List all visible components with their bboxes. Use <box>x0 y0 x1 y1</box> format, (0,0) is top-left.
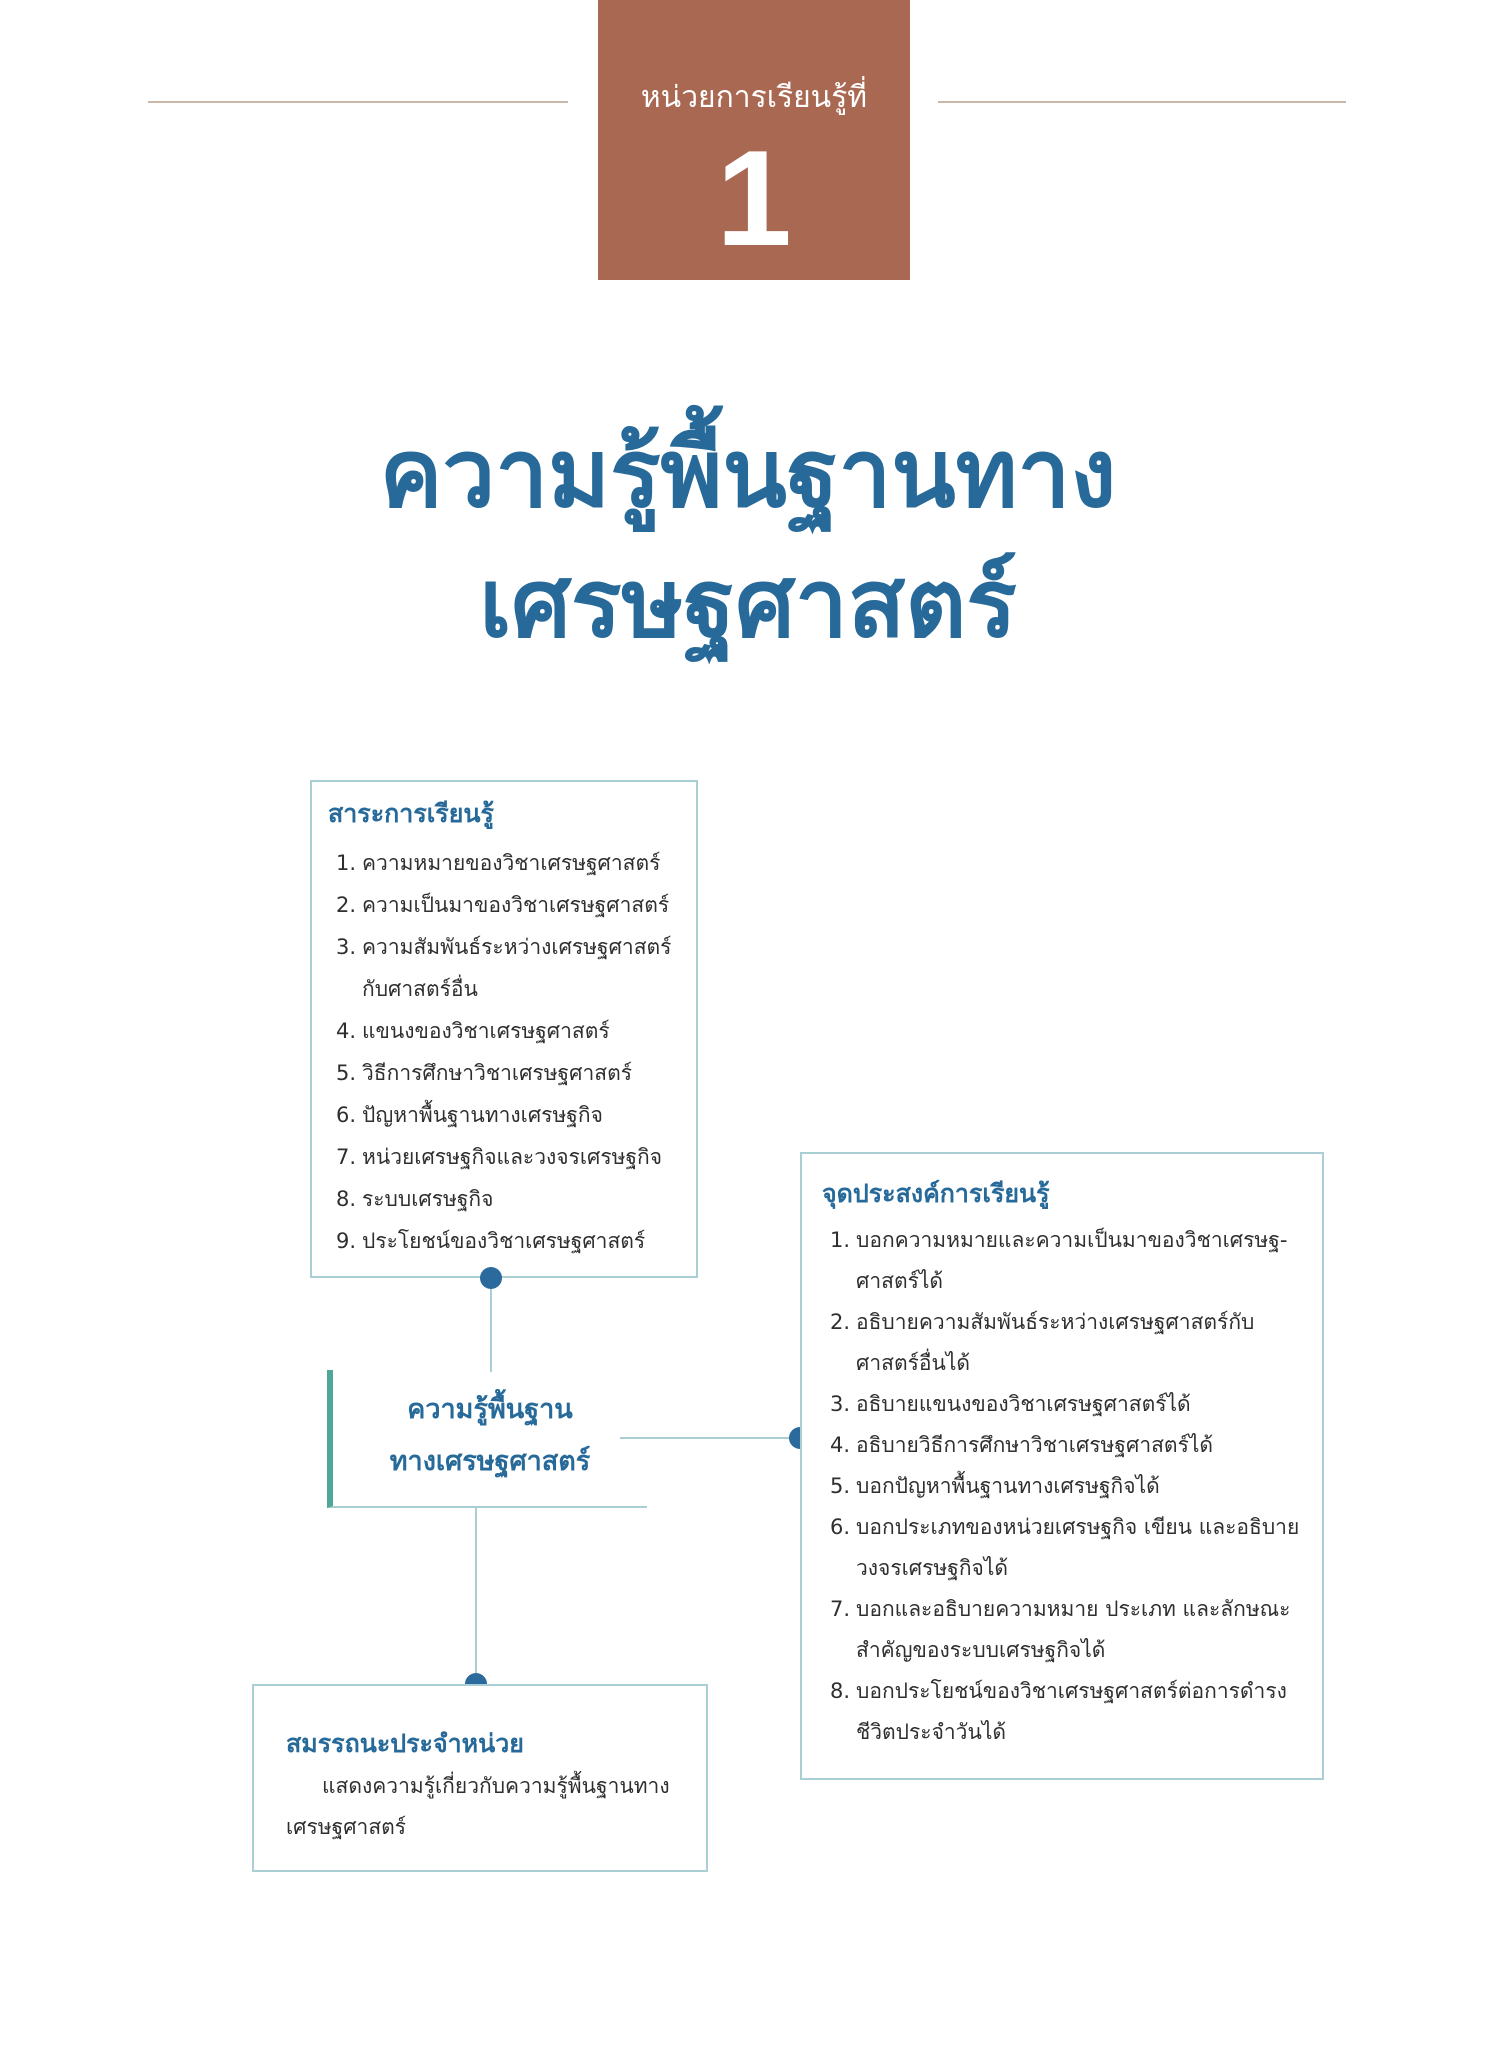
item-text: บอกปัญหาพื้นฐานทางเศรษฐกิจได้ <box>856 1474 1160 1498</box>
item-text: แขนงของวิชาเศรษฐศาสตร์ <box>362 1019 610 1043</box>
list-item <box>830 1220 1304 1302</box>
item-number: 7. <box>830 1597 851 1621</box>
learning-objectives-heading: จุดประสงค์การเรียนรู้ <box>822 1179 1050 1208</box>
unit-competency-heading: สมรรถนะประจำหน่วย <box>286 1729 524 1758</box>
list-item <box>336 926 682 1010</box>
list-item <box>830 1589 1304 1671</box>
connector-center-to-objectives <box>620 1437 800 1439</box>
item-text: บอกประโยชน์ของวิชาเศรษฐศาสตร์ต่อการดำรงชีวิตประจำวันได้ <box>856 1679 1287 1744</box>
item-text: ความเป็นมาของวิชาเศรษฐศาสตร์ <box>362 893 670 917</box>
item-text: บอกและอธิบายความหมาย ประเภท และลักษณะสำคัญของระบบเศรษฐกิจได้ <box>856 1597 1291 1662</box>
item-text: ความหมายของวิชาเศรษฐศาสตร์ <box>362 851 661 875</box>
header-rule-right <box>938 101 1346 103</box>
item-number: 7. <box>336 1145 357 1169</box>
center-topic-line-1: ความรู้พื้นฐาน <box>407 1394 573 1425</box>
item-number: 6. <box>336 1103 357 1127</box>
item-text: หน่วยเศรษฐกิจและวงจรเศรษฐกิจ <box>362 1145 663 1169</box>
item-text: อธิบายความสัมพันธ์ระหว่างเศรษฐศาสตร์กับศาสตร์อื่นได้ <box>856 1310 1255 1375</box>
learning-content-heading: สาระการเรียนรู้ <box>328 799 494 828</box>
item-text: อธิบายแขนงของวิชาเศรษฐศาสตร์ได้ <box>856 1392 1191 1416</box>
unit-competency-text: แสดงความรู้เกี่ยวกับความรู้พื้นฐานทางเศรษฐศาสตร์ <box>286 1774 670 1839</box>
list-item <box>336 1010 682 1052</box>
list-item <box>336 1094 682 1136</box>
item-number: 5. <box>830 1474 851 1498</box>
unit-competency-box <box>252 1684 708 1872</box>
item-text: อธิบายวิธีการศึกษาวิชาเศรษฐศาสตร์ได้ <box>856 1433 1214 1457</box>
item-number: 8. <box>336 1187 357 1211</box>
list-item <box>830 1507 1304 1589</box>
connector-content-to-center <box>490 1278 492 1372</box>
unit-number: 1 <box>716 122 792 274</box>
list-item <box>336 1220 682 1262</box>
list-item <box>830 1384 1304 1425</box>
item-text: บอกประเภทของหน่วยเศรษฐกิจ เขียน และอธิบายวงจรเศรษฐกิจได้ <box>856 1515 1300 1580</box>
item-text: ระบบเศรษฐกิจ <box>362 1187 494 1211</box>
item-number: 2. <box>336 893 357 917</box>
header-rule-left <box>148 101 568 103</box>
item-number: 4. <box>830 1433 851 1457</box>
item-text: ปัญหาพื้นฐานทางเศรษฐกิจ <box>362 1103 603 1127</box>
page-title-line-2: เศรษฐศาสตร์ <box>479 550 1017 659</box>
learning-objectives-list <box>822 1220 1304 1753</box>
item-number: 1. <box>830 1228 851 1252</box>
page-title-line-1: ความรู้พื้นฐานทาง <box>379 420 1117 529</box>
center-topic-line-2: ทางเศรษฐศาสตร์ <box>389 1446 591 1477</box>
page-title <box>0 410 1496 670</box>
list-item <box>830 1302 1304 1384</box>
item-number: 1. <box>336 851 357 875</box>
learning-objectives-box <box>800 1152 1324 1780</box>
item-number: 8. <box>830 1679 851 1703</box>
list-item <box>336 1136 682 1178</box>
list-item <box>336 1178 682 1220</box>
item-text: วิธีการศึกษาวิชาเศรษฐศาสตร์ <box>362 1061 632 1085</box>
connector-dot-content <box>480 1267 502 1289</box>
list-item <box>336 842 682 884</box>
list-item <box>336 884 682 926</box>
item-number: 2. <box>830 1310 851 1334</box>
item-number: 3. <box>336 935 357 959</box>
learning-content-list <box>328 842 682 1262</box>
item-number: 9. <box>336 1229 357 1253</box>
center-topic-label <box>327 1370 647 1508</box>
list-item <box>830 1425 1304 1466</box>
unit-tab <box>598 0 910 280</box>
item-number: 6. <box>830 1515 851 1539</box>
connector-center-to-competency <box>475 1508 477 1684</box>
item-text: ความสัมพันธ์ระหว่างเศรษฐศาสตร์ กับศาสตร์อื่น <box>362 935 672 1001</box>
item-text: ประโยชน์ของวิชาเศรษฐศาสตร์ <box>362 1229 646 1253</box>
list-item <box>830 1671 1304 1753</box>
item-number: 4. <box>336 1019 357 1043</box>
item-number: 5. <box>336 1061 357 1085</box>
unit-label: หน่วยการเรียนรู้ที่ <box>640 80 868 115</box>
item-number: 3. <box>830 1392 851 1416</box>
item-text: บอกความหมายและความเป็นมาของวิชาเศรษฐ-ศาสตร์ได้ <box>856 1228 1288 1293</box>
list-item <box>336 1052 682 1094</box>
learning-content-box <box>310 780 698 1278</box>
list-item <box>830 1466 1304 1507</box>
